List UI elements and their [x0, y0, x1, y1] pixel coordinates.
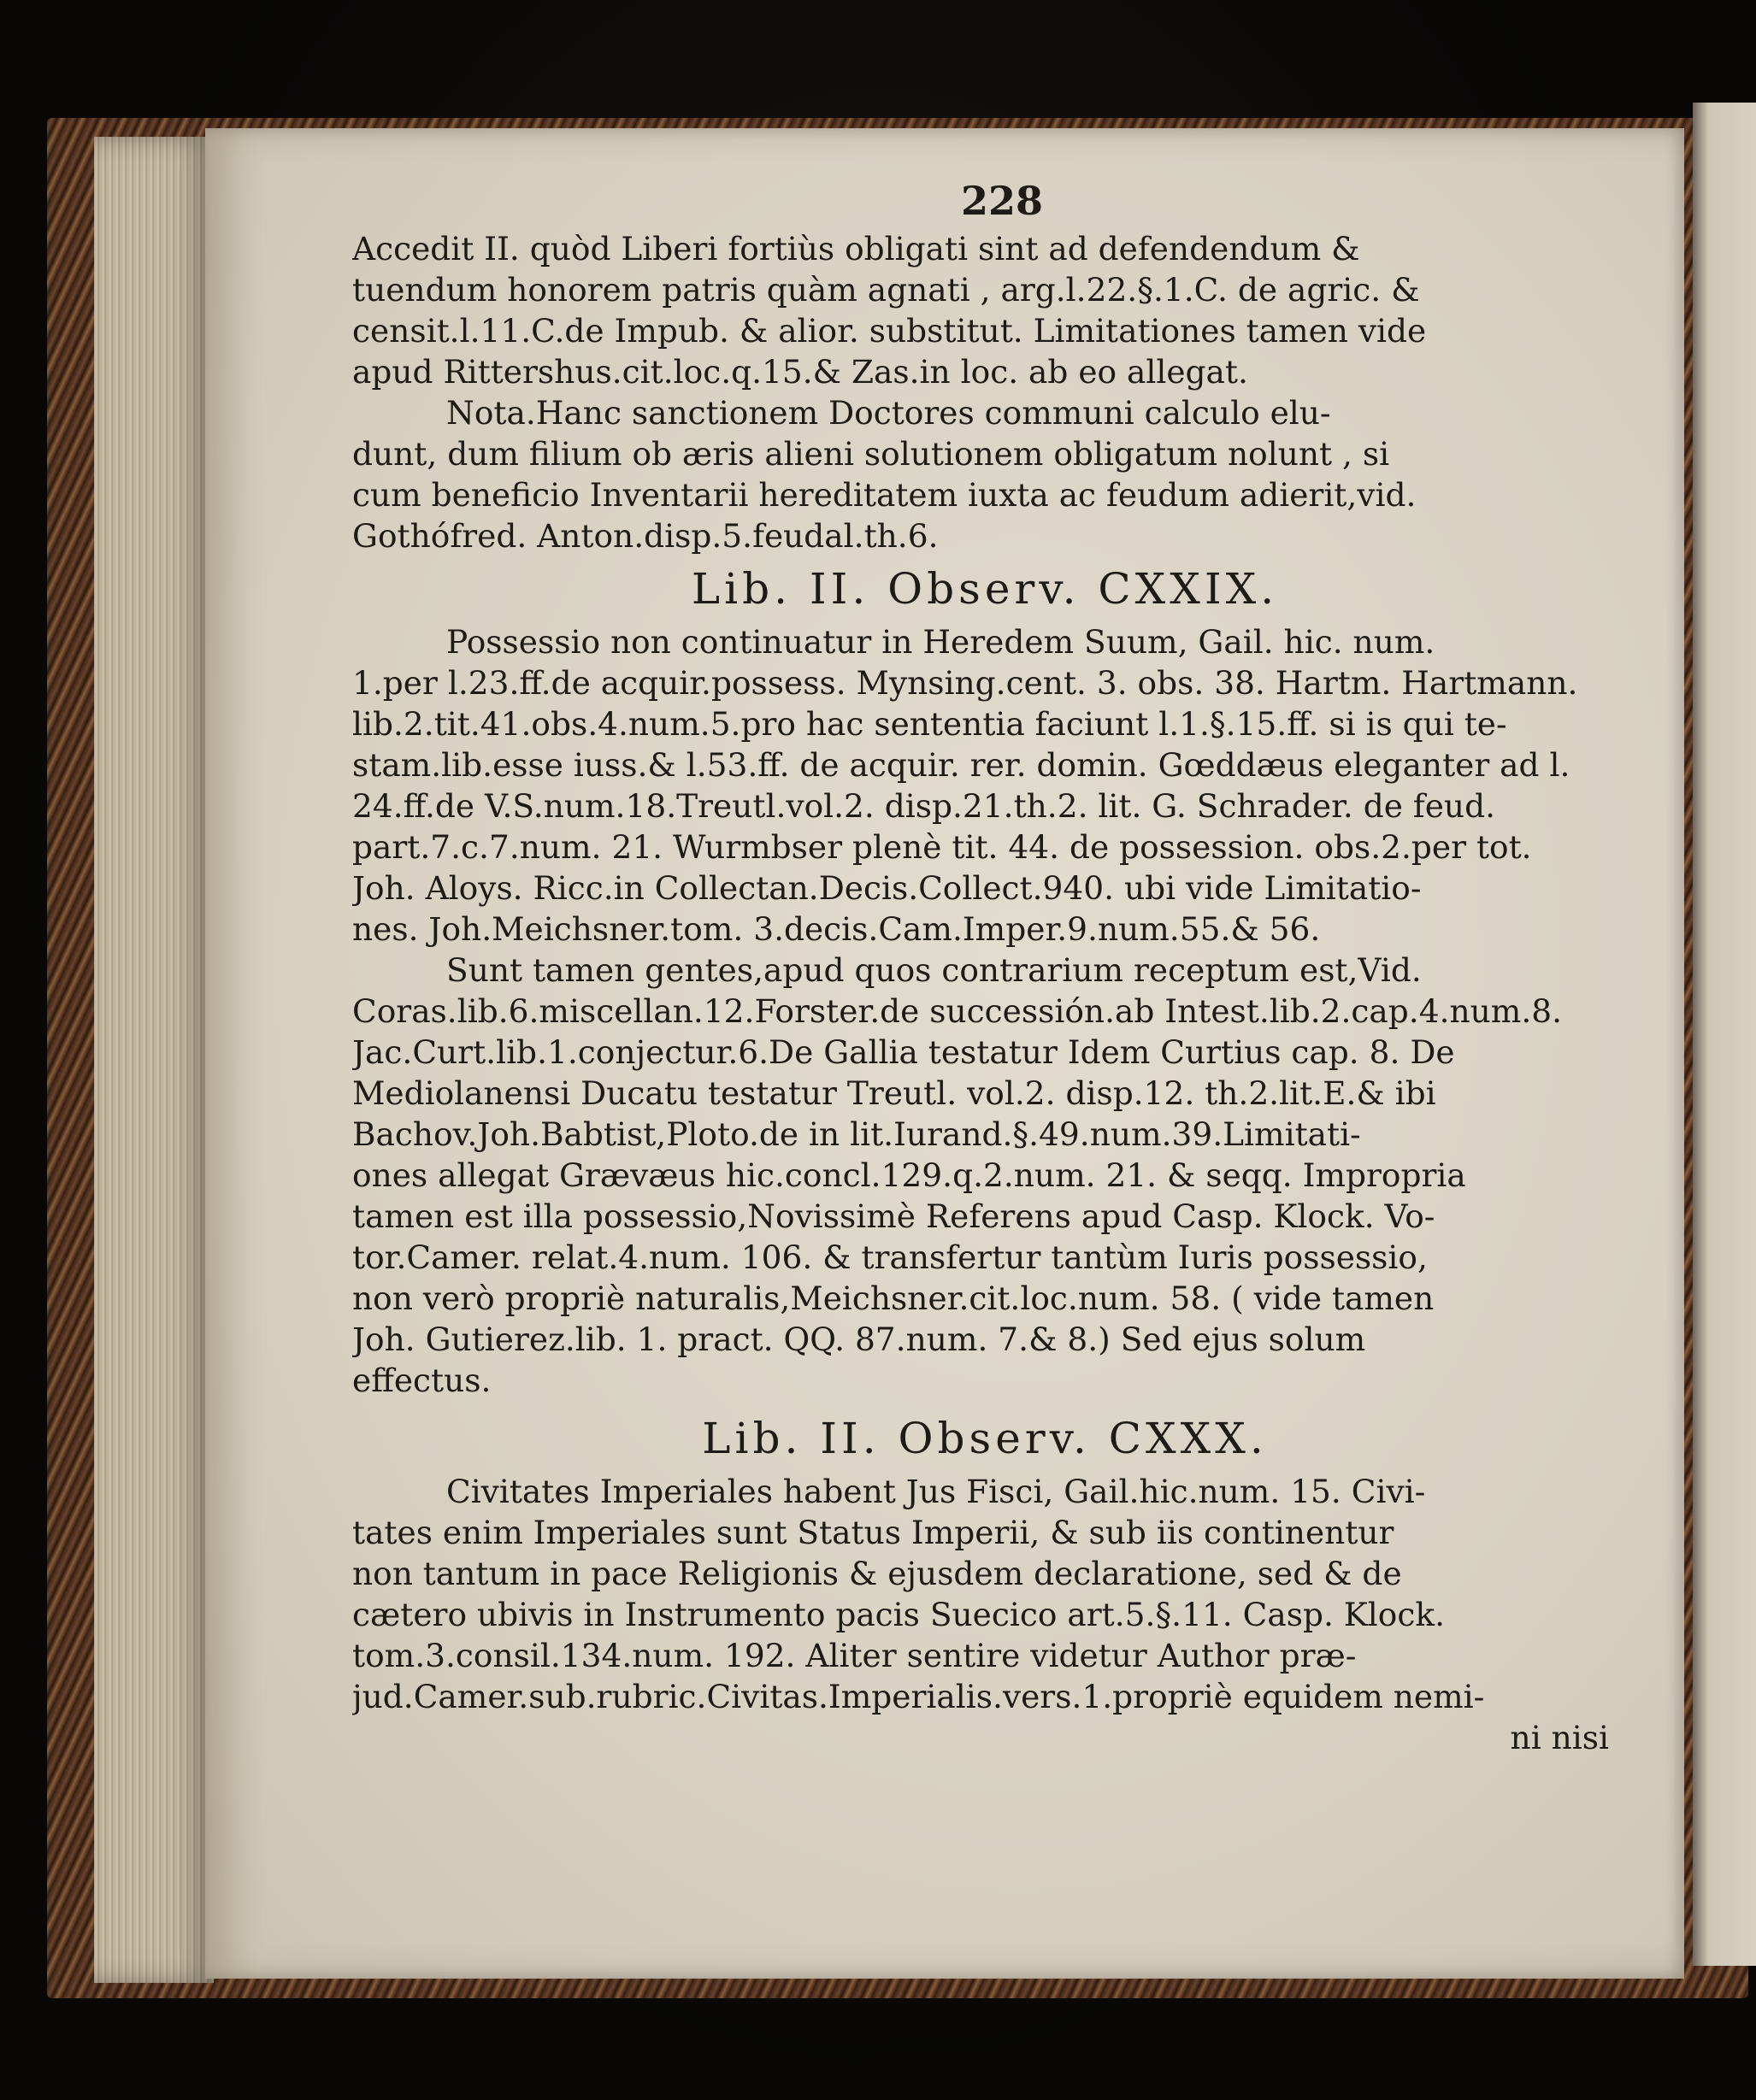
text-line: Coras.lib.6.miscellan.12.Forster.de successión.ab Intest.lib.2.cap.4.num.8. — [352, 992, 1563, 1030]
text-line: Gothófred. Anton.disp.5.feudal.th.6. — [352, 517, 939, 555]
page-text — [352, 175, 1618, 1758]
text-line: jud.Camer.sub.rubric.Civitas.Imperialis.vers.1.propriè equidem nemi- — [352, 1678, 1485, 1715]
paragraph-2 — [352, 392, 1618, 556]
text-line: nes. Joh.Meichsner.tom. 3.decis.Cam.Imper.9.num.55.& 56. — [352, 910, 1321, 948]
paragraph-1 — [352, 228, 1618, 392]
text-line: stam.lib.esse iuss.& l.53.ff. de acquir. rer. domin. Gœddæus eleganter ad l. — [352, 746, 1570, 784]
text-line: part.7.c.7.num. 21. Wurmbser plenè tit. 44. de possession. obs.2.per tot. — [352, 828, 1532, 866]
page-edges — [94, 137, 214, 1983]
paragraph-5 — [352, 1471, 1618, 1717]
text-line: 1.per l.23.ff.de acquir.possess. Mynsing.cent. 3. obs. 38. Hartm. Hartmann. — [352, 664, 1578, 702]
text-line: Accedit II. quòd Liberi fortiùs obligati sint ad defendendum & — [352, 230, 1360, 268]
text-line: Joh. Gutierez.lib. 1. pract. QQ. 87.num. 7.& 8.) Sed ejus solum — [352, 1321, 1366, 1358]
text-line: Mediolanensi Ducatu testatur Treutl. vol.2. disp.12. th.2.lit.E.& ibi — [352, 1074, 1436, 1112]
text-line: tor.Camer. relat.4.num. 106. & transfertur tantùm Iuris possessio, — [352, 1238, 1428, 1276]
text-line: cum beneficio Inventarii hereditatem iuxta ac feudum adierit,vid. — [352, 476, 1417, 514]
paragraph-4 — [352, 950, 1618, 1401]
text-line: tates enim Imperiales sunt Status Imperii, & sub iis continentur — [352, 1514, 1394, 1551]
text-line: effectus. — [352, 1362, 492, 1399]
text-line: non verò propriè naturalis,Meichsner.cit.loc.num. 58. ( vide tamen — [352, 1279, 1435, 1317]
paragraph-3 — [352, 621, 1618, 950]
text-line: Jac.Curt.lib.1.conjectur.6.De Gallia testatur Idem Curtius cap. 8. De — [352, 1033, 1455, 1071]
text-line: 24.ff.de V.S.num.18.Treutl.vol.2. disp.21.th.2. lit. G. Schrader. de feud. — [352, 787, 1495, 825]
text-line: lib.2.tit.41.obs.4.num.5.pro hac sententia faciunt l.1.§.15.ff. si is qui te- — [352, 705, 1507, 743]
text-line: non tantum in pace Religionis & ejusdem declaratione, sed & de — [352, 1555, 1402, 1592]
text-line: apud Rittershus.cit.loc.q.15.& Zas.in loc. ab eo allegat. — [352, 353, 1248, 391]
text-line: Sunt tamen gentes,apud quos contrarium receptum est,Vid. — [446, 951, 1422, 989]
text-line: dunt, dum filium ob æris alieni solutionem obligatum nolunt , si — [352, 435, 1390, 473]
text-line: Civitates Imperiales habent Jus Fisci, Gail.hic.num. 15. Civi- — [446, 1473, 1426, 1510]
text-line: Bachov.Joh.Babtist,Ploto.de in lit.Iurand.§.49.num.39.Limitati- — [352, 1115, 1361, 1153]
text-line: Joh. Aloys. Ricc.in Collectan.Decis.Collect.940. ubi vide Limitatio- — [352, 869, 1422, 907]
text-line: tom.3.consil.134.num. 192. Aliter sentire videtur Author præ- — [352, 1637, 1357, 1674]
facing-page-edge — [1693, 103, 1756, 1966]
text-line: Possessio non continuatur in Heredem Suum, Gail. hic. num. — [446, 623, 1435, 661]
section-heading-cxxx: Lib. II. Observ. CXXX. — [702, 1414, 1268, 1463]
text-line: ones allegat Grævæus hic.concl.129.q.2.num. 21. & seqq. Impropria — [352, 1156, 1466, 1194]
text-line: censit.l.11.C.de Impub. & alior. substitut. Limitationes tamen vide — [352, 312, 1427, 350]
catchword: ni nisi — [1510, 1719, 1609, 1756]
text-line: cætero ubivis in Instrumento pacis Suecico art.5.§.11. Casp. Klock. — [352, 1596, 1446, 1633]
text-line: tamen est illa possessio,Novissimè Referens apud Casp. Klock. Vo- — [352, 1197, 1435, 1235]
text-line: tuendum honorem patris quàm agnati , arg.l.22.§.1.C. de agric. & — [352, 271, 1420, 309]
section-heading-cxxix: Lib. II. Observ. CXXIX. — [691, 564, 1279, 614]
page-number: 228 — [960, 178, 1044, 224]
text-line: Nota.Hanc sanctionem Doctores communi calculo elu- — [446, 394, 1331, 432]
